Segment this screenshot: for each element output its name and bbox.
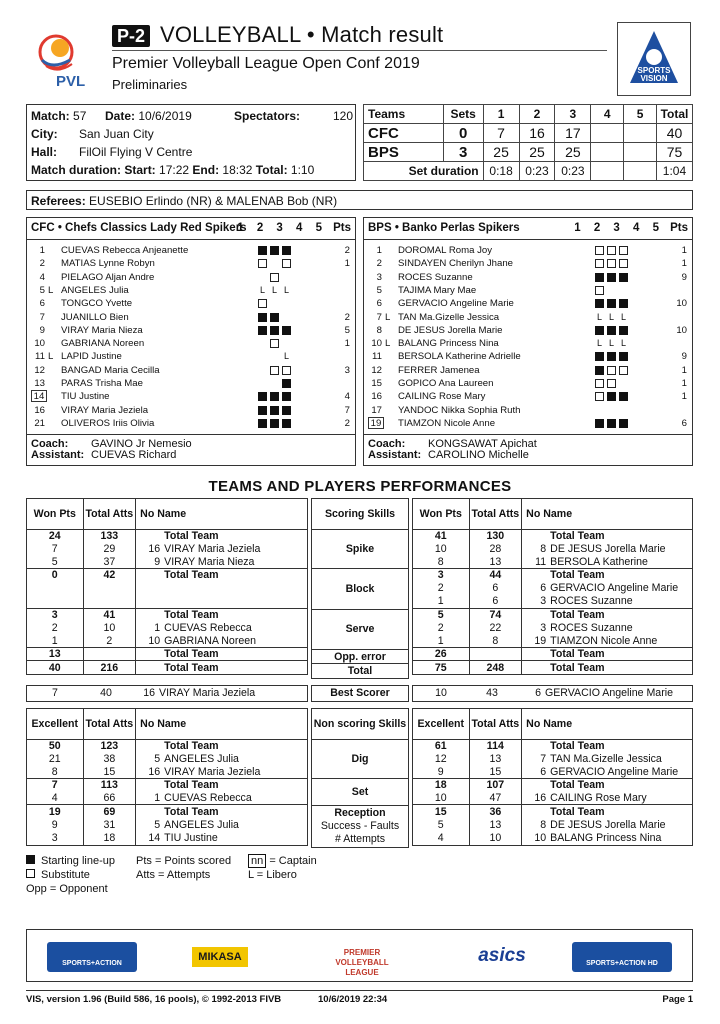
substitute-square-icon <box>270 339 279 348</box>
hall-row: Hall: FilOil Flying V Centre <box>31 145 193 159</box>
skill-label: Reception Success - Faults # Attempts <box>320 807 400 846</box>
player-name: GERVACIO Angeline Marie <box>398 298 514 310</box>
perf-row: 9 15 6 GERVACIO Angeline Marie <box>413 765 692 778</box>
starting-square-icon <box>619 352 628 361</box>
libero-flag: L <box>48 284 54 296</box>
nonscoring-table-bps: Excellent Total Atts No Name 61 114 Total Team 12 13 7 TAN Ma.Gizelle Jessica 9 15 6 GERVACIO Angeline Marie 18 107 Total Team 10 47 16 CAILING Rose Mary 15 36 Total Team 5 13 8 DE JESUS Jorella Marie 4 10 10 BALANG Princess Nina <box>412 708 693 846</box>
player-row <box>364 350 692 363</box>
player-row <box>27 297 355 310</box>
sponsor-mikasa-logo: MIKASA <box>192 947 248 967</box>
perf-row: 8 13 11 BERSOLA Katherine <box>413 555 692 568</box>
starting-square-icon <box>258 313 267 322</box>
perf-row: 8 15 16 VIRAY Maria Jeziela <box>27 765 307 778</box>
perf-row: 10 28 8 DE JESUS Jorella Marie <box>413 542 692 555</box>
nonscoring-skills-column: Non scoring Skills Dig Set Reception Success - Faults # Attempts <box>311 708 409 848</box>
best-scorer-label: Best Scorer <box>311 685 409 702</box>
sports-vision-logo <box>617 22 691 96</box>
best-scorer-cfc: 7 40 16 VIRAY Maria Jeziela <box>26 685 308 702</box>
player-points: 1 <box>681 245 687 256</box>
player-name: JUANILLO Bien <box>61 311 129 323</box>
player-name: LAPID Justine <box>61 351 122 363</box>
player-row <box>364 297 692 310</box>
player-number: 5 <box>376 284 382 296</box>
starting-square-icon <box>282 392 291 401</box>
score-table: Teams Sets 1 2 3 4 5 Total CFC 0 7 16 17 40 BPS 3 25 25 25 75 Set duration 0:18 0:23 0:23 1:04 <box>363 104 693 181</box>
legend-starting: Starting line-up <box>26 855 115 867</box>
starting-square-icon <box>282 246 291 255</box>
starting-square-icon <box>619 273 628 282</box>
player-name: TAN Ma.Gizelle Jessica <box>398 311 500 323</box>
perf-row: 21 38 5 ANGELES Julia <box>27 752 307 765</box>
player-number: 10 <box>371 338 382 350</box>
player-name: GOPICO Ana Laureen <box>398 378 494 389</box>
substitute-square-icon <box>282 366 291 375</box>
player-number: 2 <box>39 258 45 270</box>
player-row <box>364 257 692 270</box>
substitute-square-icon <box>619 366 628 375</box>
player-row <box>364 404 692 417</box>
player-number: 4 <box>39 271 45 283</box>
libero-flag: L <box>385 338 391 350</box>
player-number: 6 <box>376 298 382 310</box>
footer-divider <box>26 990 693 991</box>
sponsor-pvl-logo: PREMIER VOLLEYBALL LEAGUE <box>335 948 389 977</box>
player-name: ROCES Suzanne <box>398 271 473 283</box>
player-row <box>27 377 355 390</box>
player-row <box>364 311 692 324</box>
starting-square-icon <box>595 352 604 361</box>
starting-square-icon <box>619 392 628 401</box>
legend-captain: nn = Captain <box>248 855 317 867</box>
assistant-row: Assistant: CUEVAS Richard <box>31 449 177 461</box>
substitute-square-icon <box>595 259 604 268</box>
starting-square-icon <box>595 366 604 375</box>
player-row <box>27 271 355 284</box>
player-points: 1 <box>681 258 687 270</box>
set-duration-row: Set duration 0:18 0:23 0:23 1:04 <box>364 162 693 181</box>
libero-flag: L <box>48 351 54 363</box>
starting-square-icon <box>595 299 604 308</box>
player-row <box>364 377 692 390</box>
player-name: BERSOLA Katherine Adrielle <box>398 351 521 363</box>
match-info-panel <box>26 104 356 181</box>
player-number: 13 <box>34 378 45 389</box>
libero-marker: L <box>596 311 602 322</box>
substitute-square-icon <box>595 379 604 388</box>
libero-marker: L <box>283 284 289 295</box>
player-points: 1 <box>681 391 687 403</box>
player-name: DE JESUS Jorella Marie <box>398 324 503 336</box>
substitute-square-icon <box>619 259 628 268</box>
perf-row <box>27 595 307 608</box>
libero-flag: L <box>385 311 391 323</box>
perf-row: 10 47 16 CAILING Rose Mary <box>413 792 692 805</box>
perf-row: 15 36 Total Team <box>413 805 692 818</box>
player-name: VIRAY Maria Nieza <box>61 324 143 336</box>
player-row <box>27 337 355 350</box>
perf-row: 1 8 19 TIAMZON Nicole Anne <box>413 635 692 648</box>
player-name: ANGELES Julia <box>61 284 129 296</box>
starting-square-icon <box>607 392 616 401</box>
player-row <box>364 417 692 430</box>
libero-marker: L <box>596 338 602 349</box>
starting-square-icon <box>258 406 267 415</box>
player-row <box>364 244 692 257</box>
starting-square-icon <box>258 246 267 255</box>
duration-row: Match duration: Start: 17:22 End: 18:32 Total: 1:10 <box>31 163 315 177</box>
player-row <box>27 390 355 403</box>
player-row <box>364 337 692 350</box>
player-row <box>364 324 692 337</box>
player-number: 3 <box>376 271 382 283</box>
player-name: SINDAYEN Cherilyn Jhane <box>398 258 513 270</box>
skill-label: Set <box>312 779 408 806</box>
svg-text:PVL: PVL <box>56 73 86 90</box>
player-points: 7 <box>344 404 350 416</box>
libero-marker: L <box>620 311 626 322</box>
player-row <box>27 417 355 430</box>
perf-row: 5 13 8 DE JESUS Jorella Marie <box>413 818 692 831</box>
skill-label: Opp. error <box>312 650 408 664</box>
perf-row <box>27 582 307 595</box>
svg-text:VISION: VISION <box>640 74 668 83</box>
league-name: Premier Volleyball League Open Conf 2019 <box>112 55 420 72</box>
starting-square-icon <box>607 273 616 282</box>
team-panel-cfc <box>26 217 356 466</box>
player-row <box>27 257 355 270</box>
starting-square-icon <box>282 326 291 335</box>
referees-row: Referees: EUSEBIO Erlindo (NR) & MALENAB Bob (NR) <box>26 190 693 210</box>
skill-label: Block <box>312 569 408 610</box>
perf-row: 41 130 Total Team <box>413 529 692 542</box>
player-name: CUEVAS Rebecca Anjeanette <box>61 245 189 256</box>
perf-row: 9 31 5 ANGELES Julia <box>27 818 307 831</box>
player-number: 12 <box>34 364 45 376</box>
starting-square-icon <box>607 326 616 335</box>
player-number: 16 <box>34 404 45 416</box>
player-points: 1 <box>344 258 350 270</box>
player-name: OLIVEROS Iriis Olivia <box>61 417 155 429</box>
footer: VIS, version 1.96 (Build 586, 16 pools), © 1992-2013 FIVB 10/6/2019 22:34 Page 1 <box>26 994 693 1005</box>
libero-marker: L <box>283 351 289 362</box>
assistant-row: Assistant: CAROLINO Michelle <box>368 449 529 461</box>
perf-row: 7 29 16 VIRAY Maria Jeziela <box>27 542 307 555</box>
player-number: 1 <box>376 245 382 256</box>
perf-row: 1 2 10 GABRIANA Noreen <box>27 635 307 648</box>
sponsor-sports-action-hd-logo: SPORTS+ACTION HD <box>572 942 672 972</box>
pvl-logo <box>32 30 92 92</box>
player-points: 10 <box>676 298 687 310</box>
player-name: GABRIANA Noreen <box>61 338 145 350</box>
legend-atts: Atts = Attempts <box>136 869 211 881</box>
scoring-table-bps: Won Pts Total Atts No Name 41 130 Total Team 10 28 8 DE JESUS Jorella Marie 8 13 11 BERSOLA Katherine 3 44 Total Team 2 6 6 GERVACIO Angeline Marie 1 6 3 ROCES Suzanne 5 74 Total Team 2 22 3 ROCES Suzanne 1 8 19 TIAMZON Nicole Anne 26 Total Team 75 248 Total Team <box>412 498 693 675</box>
perf-row: 75 248 Total Team <box>413 661 692 674</box>
substitute-square-icon <box>619 246 628 255</box>
scoring-table-cfc: Won Pts Total Atts No Name 24 133 Total Team 7 29 16 VIRAY Maria Jeziela 5 37 9 VIRAY Maria Nieza 0 42 Total Team 3 41 Total Team 2 10 1 CUEVAS Rebecca 1 2 10 GABRIANA Noreen 13 Total Team 40 216 Total Team <box>26 498 308 675</box>
player-points: 9 <box>681 351 687 363</box>
starting-square-icon <box>619 326 628 335</box>
substitute-square-icon <box>595 246 604 255</box>
starting-square-icon <box>270 406 279 415</box>
player-number: 17 <box>371 404 382 416</box>
performance-title: TEAMS AND PLAYERS PERFORMANCES <box>208 478 512 495</box>
coach-row: Coach: KONGSAWAT Apichat <box>364 434 692 453</box>
perf-row: 7 113 Total Team <box>27 779 307 792</box>
player-name: BALANG Princess Nina <box>398 338 499 350</box>
player-number: 6 <box>39 298 45 310</box>
player-number: 5 <box>39 284 45 296</box>
player-number: 9 <box>39 324 45 336</box>
player-row <box>27 404 355 417</box>
starting-square-icon <box>595 326 604 335</box>
player-row <box>364 271 692 284</box>
libero-marker: L <box>620 338 626 349</box>
starting-square-icon <box>270 392 279 401</box>
perf-row: 5 37 9 VIRAY Maria Nieza <box>27 555 307 568</box>
player-name: PIELAGO Aljan Andre <box>61 271 155 283</box>
player-row <box>27 284 355 297</box>
player-name: YANDOC Nikka Sophia Ruth <box>398 404 521 416</box>
sponsor-asics-logo: asics <box>478 945 526 966</box>
match-row: Match: 57 Date: 10/6/2019 Spectators: 120 <box>31 109 353 123</box>
perf-row: 18 107 Total Team <box>413 779 692 792</box>
phase-name: Preliminaries <box>112 77 188 92</box>
substitute-square-icon <box>282 259 291 268</box>
libero-marker: L <box>259 284 265 295</box>
player-name: BANGAD Maria Cecilla <box>61 364 160 376</box>
score-row-cfc: CFC 0 7 16 17 40 <box>364 124 693 143</box>
player-row <box>364 390 692 403</box>
perf-row: 40 216 Total Team <box>27 661 307 674</box>
starting-square-icon <box>619 419 628 428</box>
substitute-square-icon <box>607 246 616 255</box>
legend-opp: Opp = Opponent <box>26 883 108 895</box>
perf-row: 4 66 1 CUEVAS Rebecca <box>27 792 307 805</box>
substitute-square-icon <box>607 366 616 375</box>
substitute-square-icon <box>595 286 604 295</box>
substitute-square-icon <box>258 299 267 308</box>
substitute-square-icon <box>258 259 267 268</box>
player-row <box>27 364 355 377</box>
perf-row: 3 18 14 TIU Justine <box>27 831 307 844</box>
scoring-skills-column: Scoring Skills Spike Block Serve Opp. error Total <box>311 498 409 679</box>
skill-label: Serve <box>312 609 408 650</box>
player-name: TIAMZON Nicole Anne <box>398 417 496 429</box>
perf-row: 26 Total Team <box>413 648 692 661</box>
perf-row: 50 123 Total Team <box>27 739 307 752</box>
title-divider <box>112 50 607 51</box>
libero-marker: L <box>608 311 614 322</box>
player-row <box>364 364 692 377</box>
player-number: 1 <box>39 245 45 256</box>
perf-row: 2 10 1 CUEVAS Rebecca <box>27 621 307 634</box>
coach-row: Coach: GAVINO Jr Nemesio <box>27 434 355 453</box>
starting-square-icon <box>607 352 616 361</box>
legend-libero: L = Libero <box>248 869 297 881</box>
player-number: 2 <box>376 258 382 270</box>
player-name: TONGCO Yvette <box>61 298 133 310</box>
player-name: PARAS Trisha Mae <box>61 378 143 389</box>
substitute-square-icon <box>26 869 35 878</box>
player-name: TIU Justine <box>61 391 110 403</box>
perf-row: 4 10 10 BALANG Princess Nina <box>413 831 692 844</box>
player-row <box>27 324 355 337</box>
player-points: 5 <box>344 324 350 336</box>
starting-square-icon <box>282 406 291 415</box>
starting-square-icon <box>282 379 291 388</box>
player-points: 4 <box>344 391 350 403</box>
player-name: DOROMAL Roma Joy <box>398 245 493 256</box>
starting-square-icon <box>270 326 279 335</box>
player-points: 1 <box>681 378 687 389</box>
player-number: 8 <box>376 324 382 336</box>
skill-label: Total <box>347 665 373 678</box>
player-number: 11 <box>372 351 382 363</box>
perf-row: 5 74 Total Team <box>413 608 692 621</box>
starting-square-icon <box>619 299 628 308</box>
substitute-square-icon <box>270 273 279 282</box>
player-points: 3 <box>344 364 350 376</box>
score-row-bps: BPS 3 25 25 25 75 <box>364 143 693 162</box>
player-points: 2 <box>344 417 350 429</box>
player-number: 11 <box>35 351 45 363</box>
substitute-square-icon <box>595 392 604 401</box>
libero-marker: L <box>608 338 614 349</box>
city-row: City: San Juan City <box>31 127 154 141</box>
starting-square-icon <box>595 273 604 282</box>
legend-substitute: Substitute <box>26 869 90 881</box>
player-number: 15 <box>371 378 382 389</box>
legend-pts: Pts = Points scored <box>136 855 232 867</box>
player-number: 7 <box>39 311 45 323</box>
player-row <box>364 284 692 297</box>
player-points: 2 <box>344 311 350 323</box>
substitute-square-icon <box>607 379 616 388</box>
starting-square-icon <box>270 246 279 255</box>
player-number: 12 <box>371 364 382 376</box>
perf-row: 19 69 Total Team <box>27 805 307 818</box>
starting-square-icon <box>282 419 291 428</box>
perf-row: 12 13 7 TAN Ma.Gizelle Jessica <box>413 752 692 765</box>
player-points: 9 <box>681 271 687 283</box>
starting-square-icon <box>607 299 616 308</box>
perf-row: 1 6 3 ROCES Suzanne <box>413 595 692 608</box>
starting-square-icon <box>595 419 604 428</box>
skill-label: Dig <box>312 739 408 779</box>
perf-row: 0 42 Total Team <box>27 569 307 582</box>
player-number: 19 <box>368 417 384 429</box>
player-number: 14 <box>31 390 47 402</box>
player-number: 7 <box>376 311 382 323</box>
starting-square-icon <box>270 419 279 428</box>
perf-row: 13 Total Team <box>27 648 307 661</box>
substitute-square-icon <box>607 259 616 268</box>
player-number: 16 <box>371 391 382 403</box>
player-name: CAILING Rose Mary <box>398 391 486 403</box>
player-number: 10 <box>34 338 45 350</box>
starting-square-icon <box>258 392 267 401</box>
team-panel-bps <box>363 217 693 466</box>
libero-marker: L <box>271 284 277 295</box>
player-points: 10 <box>676 324 687 336</box>
sponsor-sports-action-logo: SPORTS+ACTION <box>47 942 137 972</box>
perf-row: 24 133 Total Team <box>27 529 307 542</box>
nonscoring-table-cfc: Excellent Total Atts No Name 50 123 Total Team 21 38 5 ANGELES Julia 8 15 16 VIRAY Maria Jeziela 7 113 Total Team 4 66 1 CUEVAS Rebecca 19 69 Total Team 9 31 5 ANGELES Julia 3 18 14 TIU Justine <box>26 708 308 846</box>
player-row <box>27 311 355 324</box>
player-name: MATIAS Lynne Robyn <box>61 258 155 270</box>
perf-row: 61 114 Total Team <box>413 739 692 752</box>
player-points: 2 <box>344 245 350 256</box>
starting-square-icon <box>258 419 267 428</box>
starting-square-icon <box>607 419 616 428</box>
perf-row: 3 44 Total Team <box>413 569 692 582</box>
perf-row: 2 6 6 GERVACIO Angeline Marie <box>413 582 692 595</box>
page-badge: P-2 <box>112 25 150 47</box>
perf-row: 3 41 Total Team <box>27 608 307 621</box>
team-header: BPS • Banko Perlas Spikers 1 2 3 4 5 Pts <box>364 218 692 240</box>
player-points: 6 <box>681 417 687 429</box>
document-title: VOLLEYBALL • Match result <box>160 22 444 47</box>
player-name: TAJIMA Mary Mae <box>398 284 477 296</box>
player-points: 1 <box>344 338 350 350</box>
starting-square-icon <box>26 855 35 864</box>
player-row <box>27 244 355 257</box>
player-name: FERRER Jamenea <box>398 364 480 376</box>
starting-square-icon <box>258 326 267 335</box>
player-points: 1 <box>681 364 687 376</box>
perf-row: 2 22 3 ROCES Suzanne <box>413 621 692 634</box>
svg-text:SPORTS: SPORTS <box>637 66 671 75</box>
substitute-square-icon <box>270 366 279 375</box>
player-row <box>27 350 355 363</box>
player-number: 21 <box>34 417 45 429</box>
player-name: VIRAY Maria Jeziela <box>61 404 149 416</box>
best-scorer-bps: 10 43 6 GERVACIO Angeline Marie <box>412 685 693 702</box>
starting-square-icon <box>270 313 279 322</box>
team-header: CFC • Chefs Classics Lady Red Spikers 1 2 3 4 5 Pts <box>27 218 355 240</box>
skill-label: Spike <box>312 529 408 569</box>
sponsor-bar <box>26 929 693 982</box>
